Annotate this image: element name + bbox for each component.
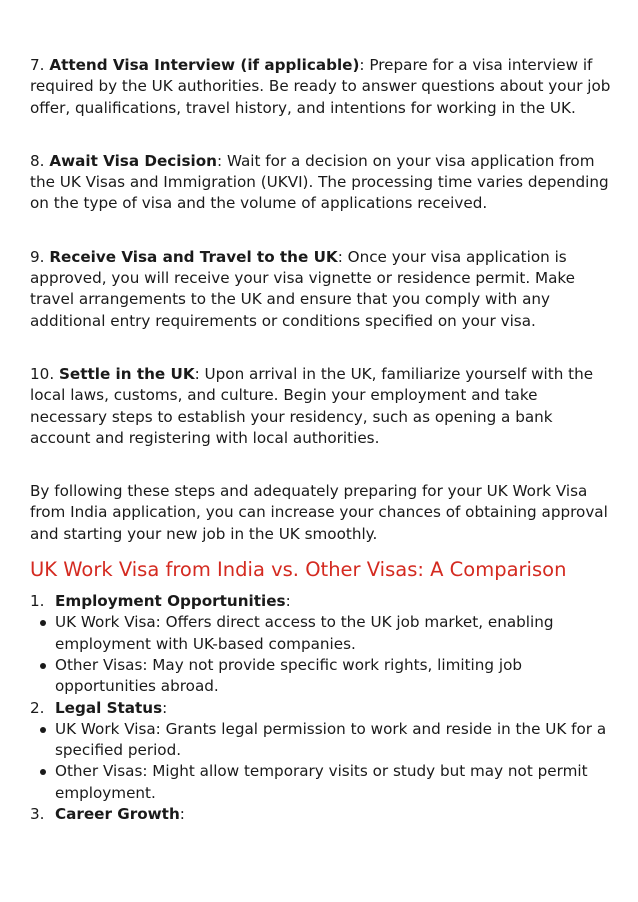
step-title: Attend Visa Interview (if applicable) xyxy=(49,56,360,74)
step-number: 9. xyxy=(30,247,45,266)
step-number: 7. xyxy=(30,56,45,74)
bullet-list xyxy=(30,612,612,697)
bullet-text: UK Work Visa: Grants legal permission to work and reside in the UK for a specified period. xyxy=(55,719,607,760)
document-page xyxy=(30,55,612,825)
step-8-paragraph xyxy=(30,151,612,215)
step-text: : Upon arrival in the UK, familiarize yourself with the local laws, customs, and culture. Begin your employment and take necessary steps to establish your residency, such as opening a bank account and registering with local authorities. xyxy=(30,364,594,447)
bullet-text: Other Visas: Might allow temporary visits or study but may not permit employment. xyxy=(55,762,588,802)
item-number: 3. xyxy=(30,805,45,824)
bullet-text: UK Work Visa: Offers direct access to the UK job market, enabling employment with UK-based companies. xyxy=(55,613,554,653)
step-number: 8. xyxy=(30,151,45,170)
step-7-paragraph xyxy=(30,55,612,119)
step-number: 10. xyxy=(30,364,55,383)
step-title: Await Visa Decision xyxy=(49,151,217,170)
item-number: 2. xyxy=(30,698,45,717)
item-suffix: : xyxy=(285,592,291,611)
step-text: : Once your visa application is approved, you will receive your visa vignette or residence permit. Make travel arrangements to the UK and ensure that you comply with any additional entry requirements or conditions specified on your visa. xyxy=(30,247,575,330)
bullet-icon xyxy=(30,655,55,698)
step-title: Settle in the UK xyxy=(58,364,195,383)
comparison-heading: UK Work Visa from India vs. Other Visas: A Comparison xyxy=(30,558,567,582)
item-suffix: : xyxy=(162,698,168,717)
conclusion-paragraph: By following these steps and adequately preparing for your UK Work Visa from India application, you can increase your chances of obtaining approval and starting your new job in the UK smoothly. xyxy=(30,482,608,543)
comparison-list xyxy=(30,591,612,825)
step-text: : Wait for a decision on your visa application from the UK Visas and Immigration (UKVI). The processing time varies depending on the type of visa and the volume of applications received. xyxy=(30,151,609,213)
step-9-paragraph xyxy=(30,247,612,332)
step-text: : Prepare for a visa interview if required by the UK authorities. Be ready to answer questions about your job offer, qualifications, travel history, and intentions for working in the UK. xyxy=(30,56,611,117)
bullet-icon xyxy=(30,719,55,762)
list-item xyxy=(30,612,612,655)
item-title: Employment Opportunities xyxy=(55,592,286,611)
list-item xyxy=(30,719,612,762)
item-suffix: : xyxy=(179,805,185,824)
step-10-paragraph xyxy=(30,364,612,449)
list-item xyxy=(30,655,612,698)
bullet-list xyxy=(30,719,612,804)
list-item xyxy=(30,761,612,804)
item-title: Career Growth xyxy=(55,805,180,824)
comparison-item-1 xyxy=(30,591,612,697)
item-number: 1. xyxy=(30,592,45,611)
bullet-text: Other Visas: May not provide specific work rights, limiting job opportunities abroad. xyxy=(55,655,523,696)
comparison-item-2 xyxy=(30,698,612,804)
item-title: Legal Status xyxy=(55,698,163,717)
step-title: Receive Visa and Travel to the UK xyxy=(49,247,338,266)
bullet-icon xyxy=(30,612,55,655)
bullet-icon xyxy=(30,761,55,804)
comparison-item-3 xyxy=(30,804,612,825)
